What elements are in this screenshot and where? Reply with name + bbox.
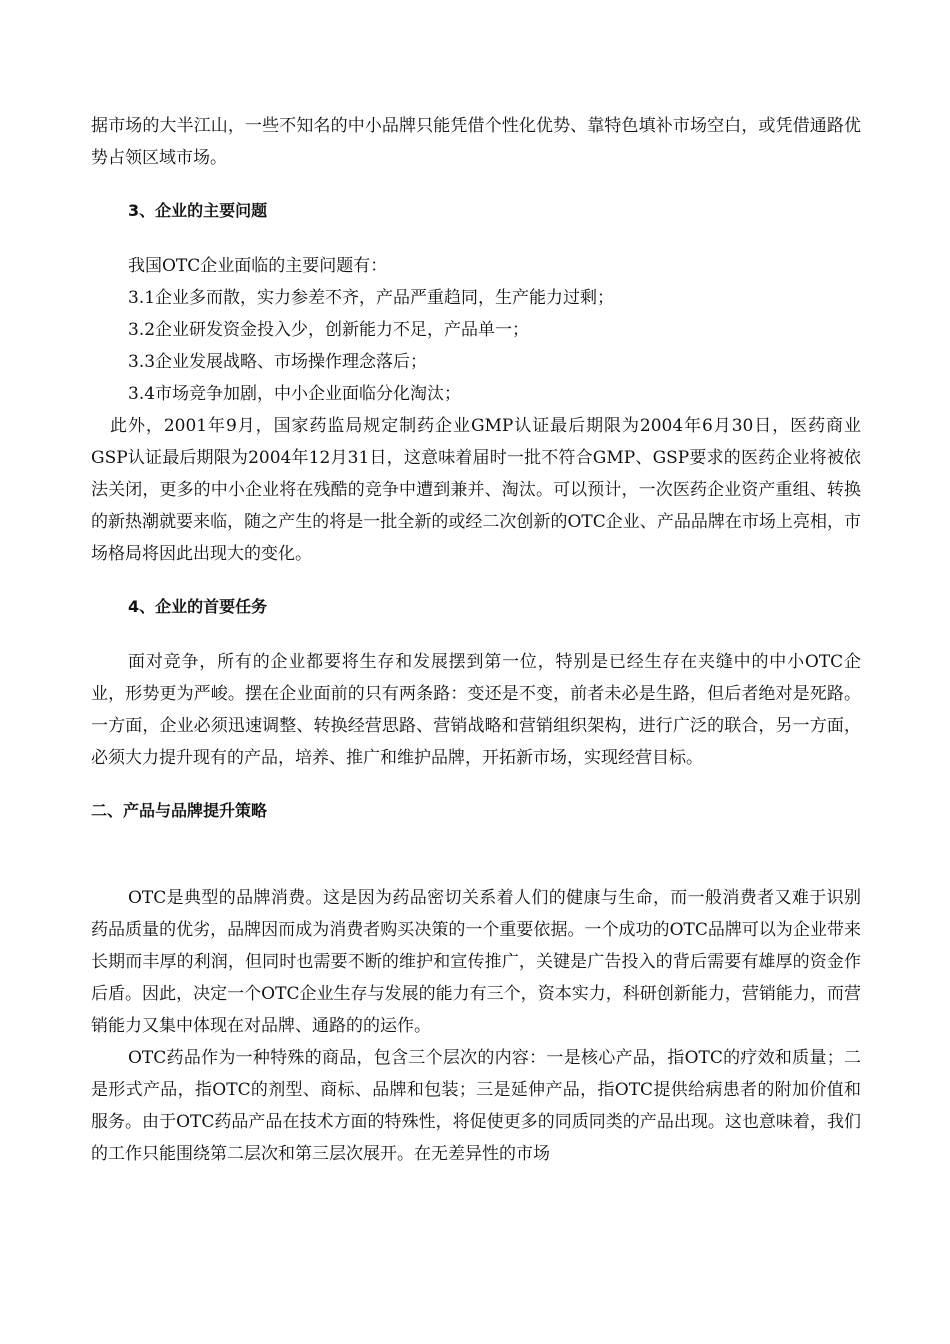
heading-primary-task: 4、企业的首要任务 [128,597,268,616]
problem-item-3-4: 3.4市场竞争加剧，中小企业面临分化淘汰； [128,384,462,404]
problem-item-3-3: 3.3企业发展战略、市场操作理念落后； [128,352,428,372]
heading-main-problems: 3、企业的主要问题 [128,201,268,220]
paragraph-otc-levels: OTC药品作为一种特殊的商品，包含三个层次的内容：一是核心产品，指OTC的疗效和质量；二是形式产品，指OTC的剂型、商标、品牌和包装；三是延伸产品，指OTC提供给病患者的附加价值和服务。由于OTC药品产品在技术方面的特殊性，将促使更多的同质同类的产品出现。这也意味着，我们的工作只能围绕第二层次和第三层次展开。在无差异性的市场 [91,1048,861,1164]
problem-item-3-1: 3.1企业多而散，实力参差不齐，产品严重趋同，生产能力过剩； [128,288,615,308]
paragraph-otc-brand: OTC是典型的品牌消费。这是因为药品密切关系着人们的健康与生命，而一般消费者又难于识别药品质量的优劣，品牌因而成为消费者购买决策的一个重要依据。一个成功的OTC品牌可以为企业带来长期而丰厚的利润，但同时也需要不断的维护和宣传推广，关键是广告投入的背后需要有雄厚的资金作后盾。因此，决定一个OTC企业生存与发展的能力有三个，资本实力，科研创新能力，营销能力，而营销能力又集中体现在对品牌、通路的的运作。 [91,888,861,1036]
problem-item-3-2: 3.2企业研发资金投入少，创新能力不足，产品单一； [128,320,530,340]
document-page [91,110,861,1170]
paragraph-continuation: 据市场的大半江山，一些不知名的中小品牌只能凭借个性化优势、靠特色填补市场空白，或凭借通路优势占领区域市场。 [91,116,861,168]
problems-intro: 我国OTC企业面临的主要问题有： [128,256,388,276]
paragraph-gmp-gsp: 此外，2001年9月，国家药监局规定制药企业GMP认证最后期限为2004年6月30日，医药商业GSP认证最后期限为2004年12月31日，这意味着届时一批不符合GMP、GSP要求的医药企业将被依法关闭，更多的中小企业将在残酷的竞争中遭到兼并、淘汰。可以预计，一次医药企业资产重组、转换的新热潮就要来临，随之产生的将是一批全新的或经二次创新的OTC企业、产品品牌在市场上亮相，市场格局将因此出现大的变化。 [91,416,861,564]
heading-section-2: 二、产品与品牌提升策略 [91,801,268,820]
paragraph-competition: 面对竞争，所有的企业都要将生存和发展摆到第一位，特别是已经生存在夹缝中的中小OTC企业，形势更为严峻。摆在企业面前的只有两条路：变还是不变，前者未必是生路，但后者绝对是死路。一方面，企业必须迅速调整、转换经营思路、营销战略和营销组织架构，进行广泛的联合，另一方面，必须大力提升现有的产品，培养、推广和维护品牌，开拓新市场，实现经营目标。 [91,652,861,768]
